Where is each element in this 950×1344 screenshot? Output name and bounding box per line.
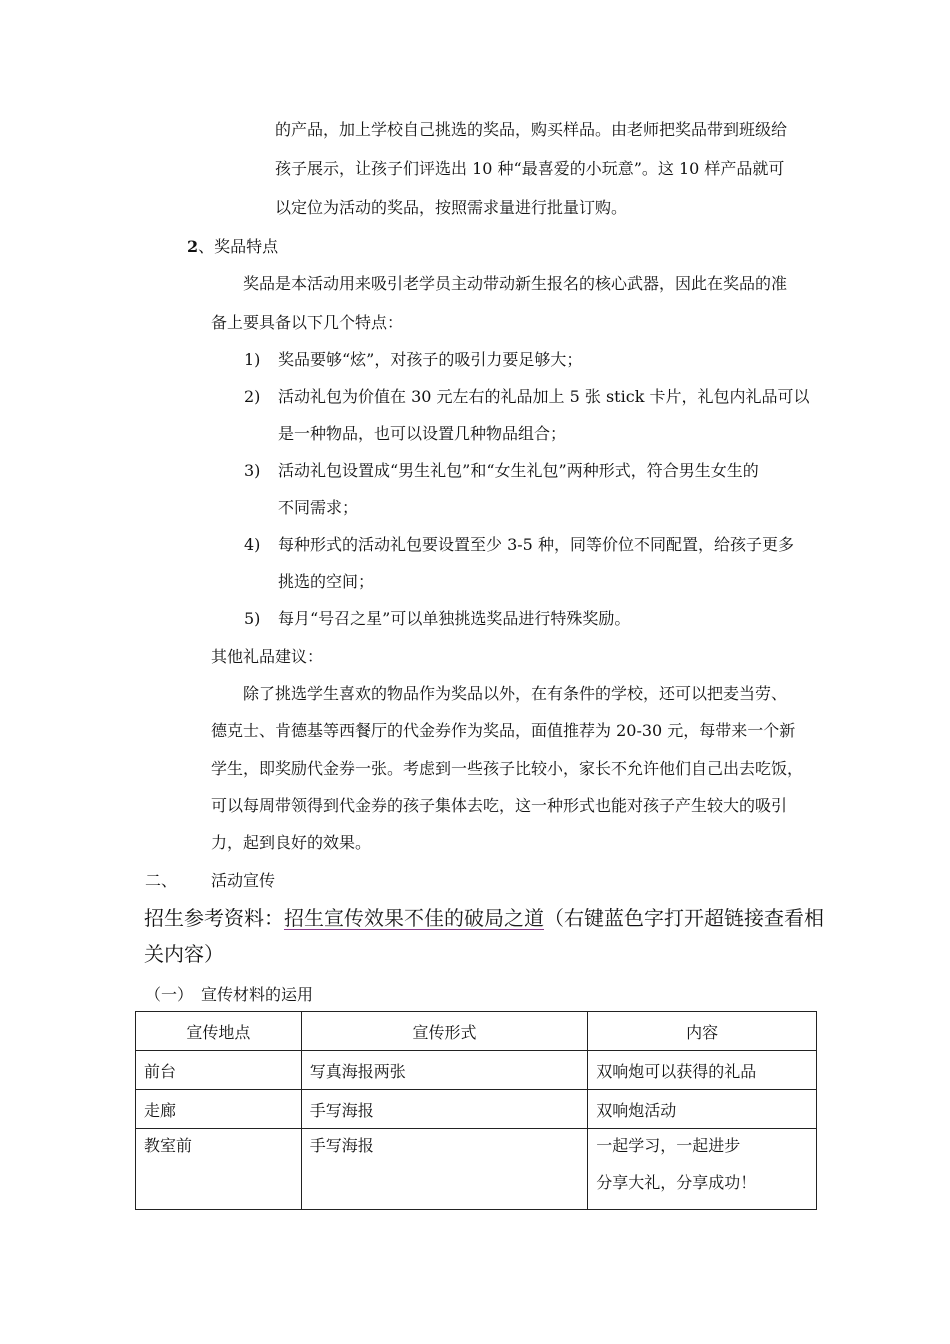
cell-form-text: 手写海报 xyxy=(309,1136,374,1155)
promo-section-number: 二、 xyxy=(145,871,178,890)
reference-line-1 xyxy=(144,905,824,931)
cell-content xyxy=(588,1129,817,1210)
cell-place: 前台 xyxy=(136,1051,302,1090)
subsection-title: 宣传材料的运用 xyxy=(201,985,314,1004)
reference-suffix: （右键蓝色字打开超链接查看相 xyxy=(544,906,824,930)
feature-3-number: 3) xyxy=(244,461,261,480)
header-place: 宣传地点 xyxy=(136,1012,302,1051)
feature-2-line-1: 活动礼包为价值在 30 元左右的礼品加上 5 张 stick 卡片，礼包内礼品可以 xyxy=(278,387,810,406)
feature-5-number: 5) xyxy=(244,609,261,628)
feature-4-line-1: 每种形式的活动礼包要设置至少 3-5 种，同等价位不同配置，给孩子更多 xyxy=(278,535,794,554)
cell-content-line-1: 一起学习，一起进步 xyxy=(596,1136,741,1155)
subsection-number: （一） xyxy=(145,985,194,1004)
cell-form: 手写海报 xyxy=(301,1090,588,1129)
feature-3-line-1: 活动礼包设置成“男生礼包”和“女生礼包”两种形式，符合男生女生的 xyxy=(278,461,759,480)
table-row xyxy=(136,1090,817,1129)
cell-place-text: 教室前 xyxy=(144,1136,193,1155)
feature-5-line-1: 每月“号召之星”可以单独挑选奖品进行特殊奖励。 xyxy=(278,609,631,628)
feature-4-number: 4) xyxy=(244,535,261,554)
other-gifts-line-3: 学生，即奖励代金券一张。考虑到一些孩子比较小，家长不允许他们自己出去吃饭， xyxy=(211,759,804,778)
feature-4-line-2: 挑选的空间； xyxy=(278,572,375,591)
cell-content: 双响炮可以获得的礼品 xyxy=(588,1051,817,1090)
reference-line-2: 关内容） xyxy=(144,942,224,966)
cell-place xyxy=(136,1129,302,1210)
feature-1-number: 1) xyxy=(244,350,261,369)
section-2-title: 、奖品特点 xyxy=(198,237,279,256)
section-2-para-line-2: 备上要具备以下几个特点： xyxy=(211,313,404,332)
section-2-heading xyxy=(187,237,278,257)
cell-content: 双响炮活动 xyxy=(588,1090,817,1129)
other-gifts-heading: 其他礼品建议： xyxy=(211,647,324,666)
table-row xyxy=(136,1051,817,1090)
other-gifts-line-4: 可以每周带领得到代金券的孩子集体去吃，这一种形式也能对孩子产生较大的吸引 xyxy=(211,796,788,815)
feature-2-line-2: 是一种物品，也可以设置几种物品组合； xyxy=(278,424,567,443)
table-row xyxy=(136,1129,817,1210)
section-2-number: 2 xyxy=(187,237,199,256)
cell-form: 写真海报两张 xyxy=(301,1051,588,1090)
intro-line-1: 的产品，加上学校自己挑选的奖品，购买样品。由老师把奖品带到班级给 xyxy=(275,120,788,139)
intro-line-2: 孩子展示，让孩子们评选出 10 种“最喜爱的小玩意”。这 10 样产品就可 xyxy=(275,159,785,178)
promo-materials-table xyxy=(135,1011,817,1210)
other-gifts-line-1: 除了挑选学生喜欢的物品作为奖品以外，在有条件的学校，还可以把麦当劳、 xyxy=(243,684,788,703)
header-form: 宣传形式 xyxy=(301,1012,588,1051)
feature-1-line-1: 奖品要够“炫”，对孩子的吸引力要足够大； xyxy=(278,350,583,369)
other-gifts-line-5: 力，起到良好的效果。 xyxy=(211,833,372,852)
other-gifts-line-2: 德克士、肯德基等西餐厅的代金券作为奖品，面值推荐为 20-30 元，每带来一个新 xyxy=(211,721,796,740)
table-header-row xyxy=(136,1012,817,1051)
cell-content-line-2: 分享大礼，分享成功！ xyxy=(596,1173,757,1192)
section-2-para-line-1: 奖品是本活动用来吸引老学员主动带动新生报名的核心武器，因此在奖品的准 xyxy=(243,274,788,293)
feature-2-number: 2) xyxy=(244,387,261,406)
header-content: 内容 xyxy=(588,1012,817,1051)
cell-form xyxy=(301,1129,588,1210)
cell-place: 走廊 xyxy=(136,1090,302,1129)
promo-section-title: 活动宣传 xyxy=(211,871,276,890)
reference-prefix: 招生参考资料： xyxy=(144,906,284,930)
intro-line-3: 以定位为活动的奖品，按照需求量进行批量订购。 xyxy=(275,198,628,217)
reference-hyperlink[interactable]: 招生宣传效果不佳的破局之道 xyxy=(284,906,544,930)
feature-3-line-2: 不同需求； xyxy=(278,498,359,517)
